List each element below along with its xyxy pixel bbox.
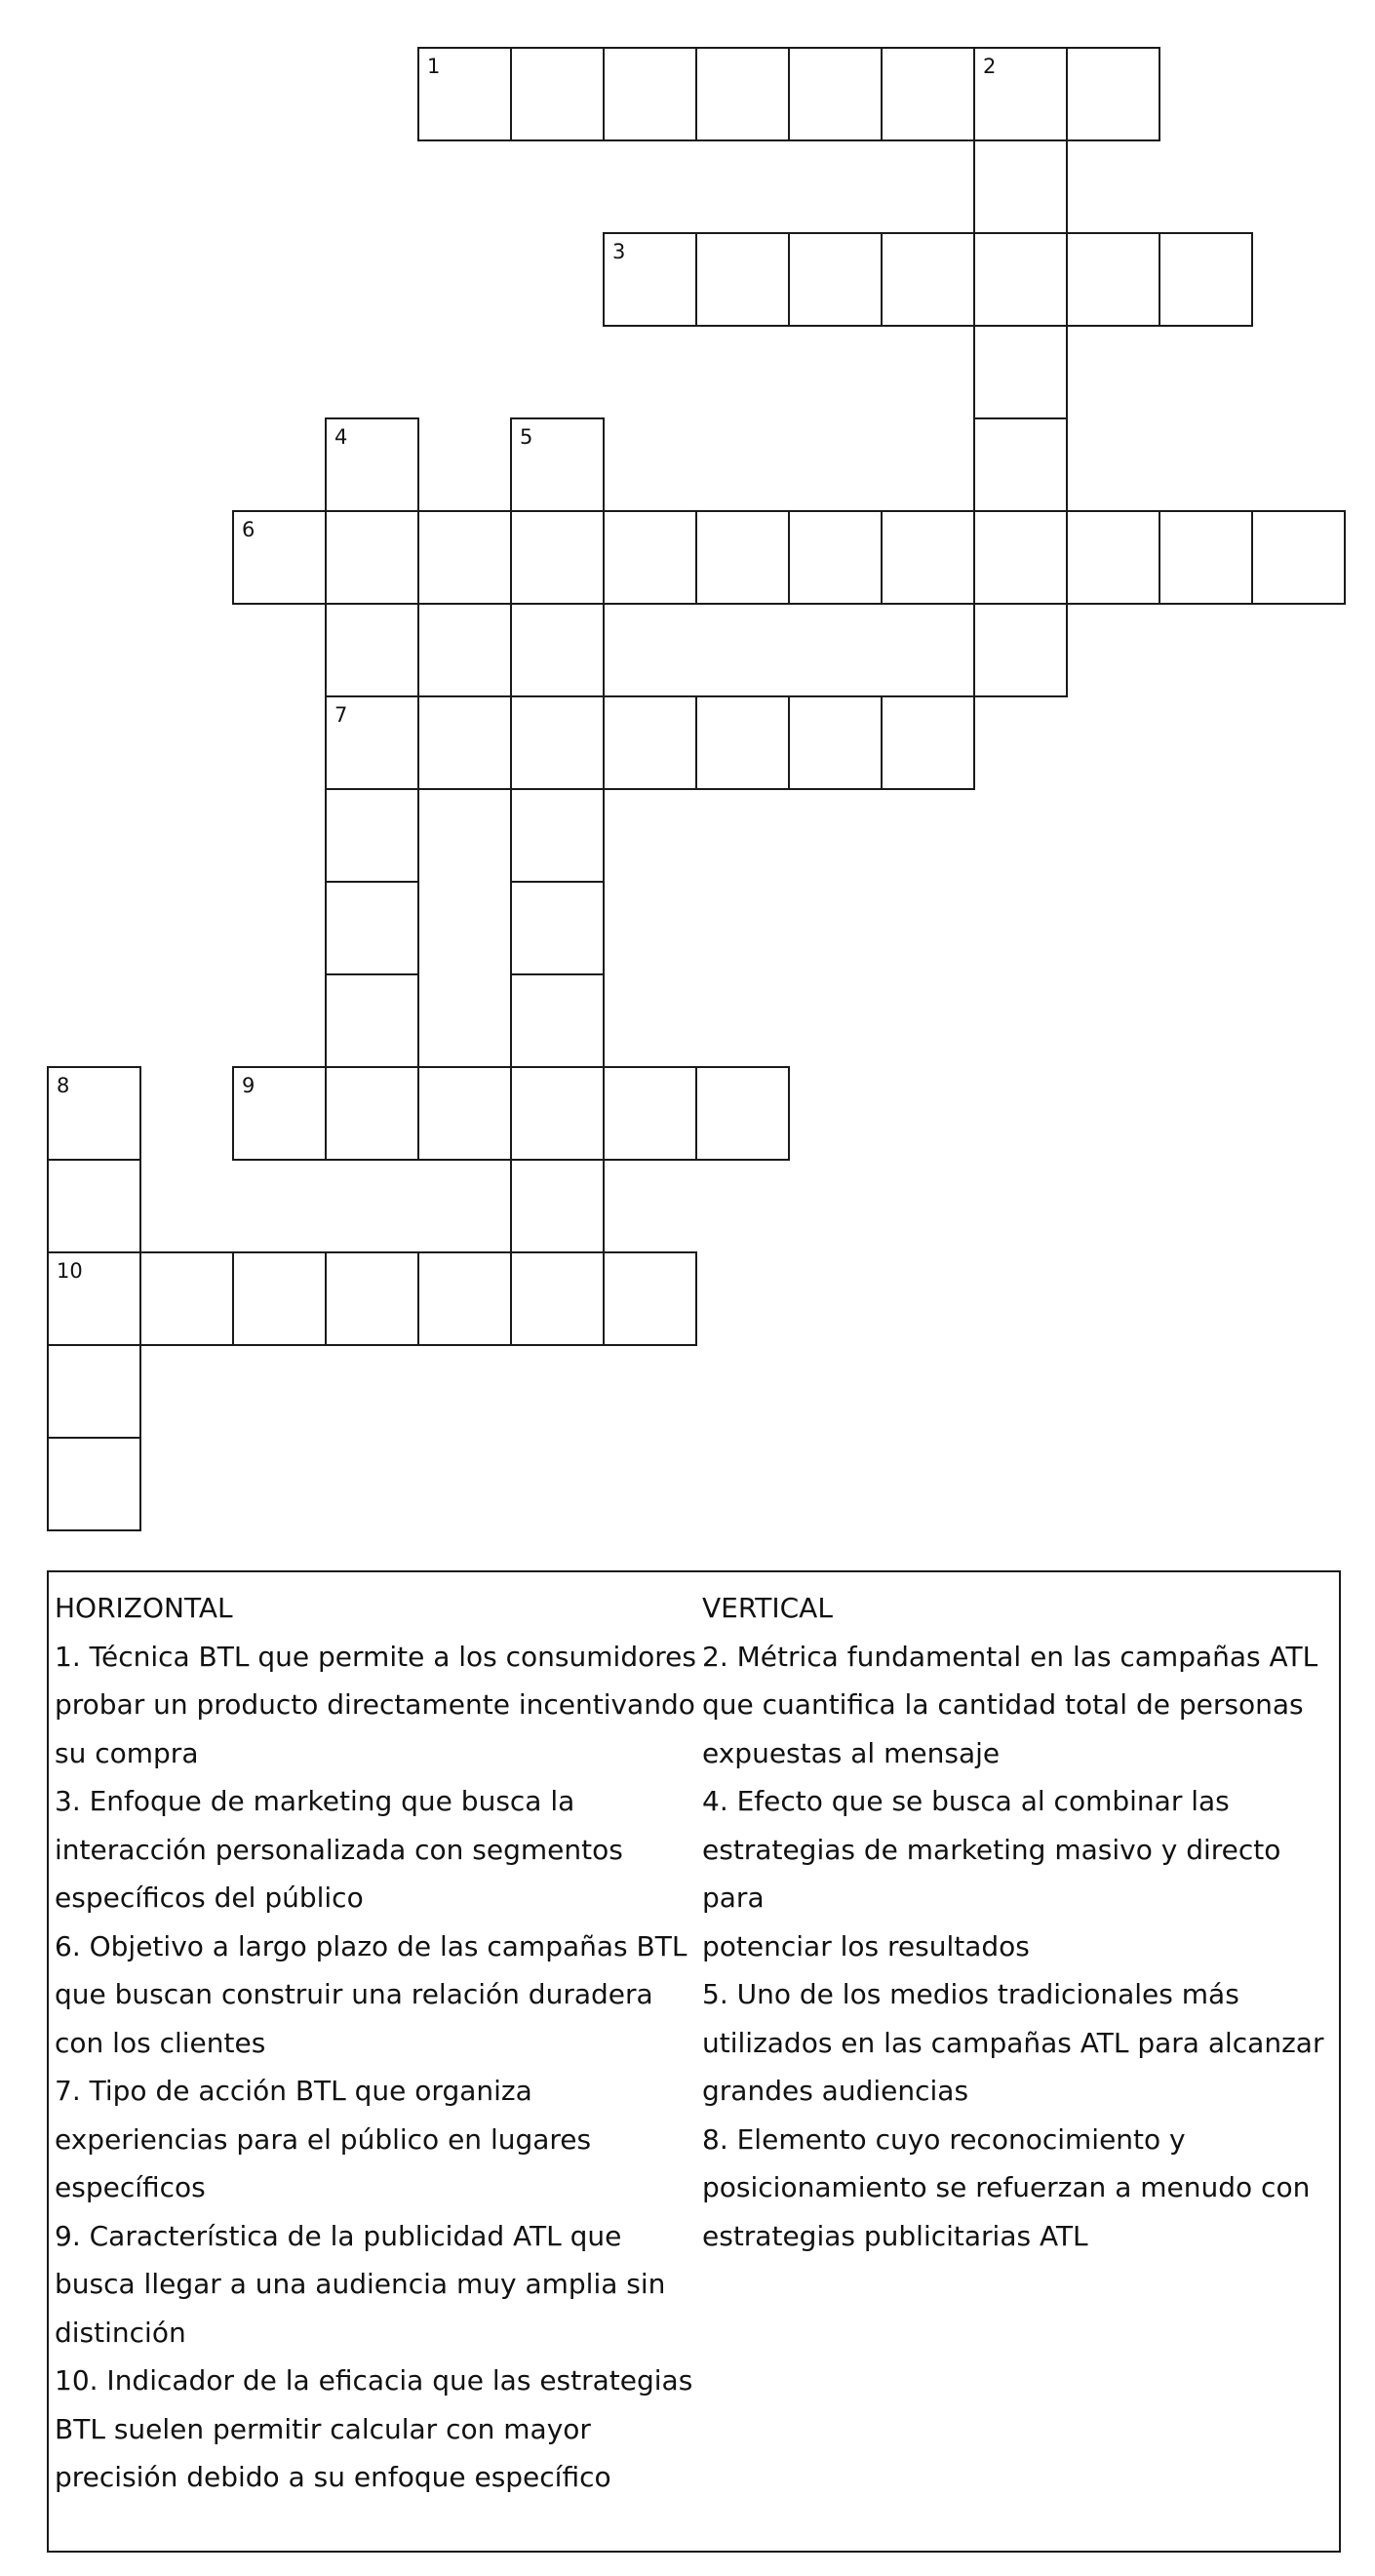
crossword-cell[interactable] — [510, 1066, 605, 1161]
clue-number: 5 — [520, 425, 533, 449]
vertical-clue-line: grandes audiencias — [702, 2075, 969, 2107]
horizontal-clue-line: 1. Técnica BTL que permite a los consumidores — [55, 1640, 696, 1673]
horizontal-clue-line: 3. Enfoque de marketing que busca la — [55, 1785, 575, 1817]
crossword-cell[interactable] — [788, 232, 883, 327]
crossword-cell[interactable] — [417, 47, 512, 141]
vertical-heading: VERTICAL — [702, 1592, 833, 1624]
crossword-cell[interactable] — [973, 603, 1068, 697]
crossword-cell[interactable] — [603, 1251, 697, 1346]
clue-number: 6 — [242, 518, 255, 541]
crossword-cell[interactable] — [232, 1251, 327, 1346]
horizontal-clues — [55, 1584, 698, 2502]
horizontal-clue-line: que buscan construir una relación duradera — [55, 1978, 653, 2010]
crossword-cell[interactable] — [973, 47, 1068, 141]
crossword-cell[interactable] — [47, 1066, 141, 1161]
clue-number: 7 — [334, 703, 348, 727]
crossword-cell[interactable] — [1066, 47, 1160, 141]
crossword-cell[interactable] — [695, 695, 790, 790]
horizontal-clue-line: interacción personalizada con segmentos — [55, 1833, 623, 1866]
crossword-cell[interactable] — [603, 1066, 697, 1161]
crossword-cell[interactable] — [510, 788, 605, 883]
crossword-cell[interactable] — [325, 417, 419, 512]
vertical-clue-line: utilizados en las campañas ATL para alcanzar — [702, 2026, 1324, 2059]
vertical-clue-line: 2. Métrica fundamental en las campañas ATL — [702, 1640, 1318, 1673]
clue-number: 1 — [427, 55, 441, 78]
crossword-cell[interactable] — [695, 510, 790, 605]
horizontal-clue-line: con los clientes — [55, 2026, 266, 2059]
crossword-cell[interactable] — [881, 232, 975, 327]
clue-number: 10 — [57, 1259, 83, 1283]
vertical-clues — [702, 1584, 1334, 2260]
vertical-clue-line: 4. Efecto que se busca al combinar las — [702, 1785, 1230, 1817]
crossword-cell[interactable] — [1251, 510, 1346, 605]
crossword-cell[interactable] — [510, 973, 605, 1068]
crossword-cell[interactable] — [325, 695, 419, 790]
crossword-cell[interactable] — [973, 139, 1068, 234]
crossword-cell[interactable] — [510, 417, 605, 512]
horizontal-clue-line: su compra — [55, 1736, 199, 1769]
clue-number: 8 — [57, 1074, 70, 1097]
crossword-cell[interactable] — [881, 510, 975, 605]
horizontal-clue-line: 7. Tipo de acción BTL que organiza — [55, 2075, 532, 2107]
vertical-clue-line: estrategias de marketing masivo y directo para — [702, 1833, 1281, 1914]
crossword-cell[interactable] — [325, 603, 419, 697]
crossword-cell[interactable] — [510, 881, 605, 975]
crossword-cell[interactable] — [232, 510, 327, 605]
vertical-clue-line: potenciar los resultados — [702, 1929, 1030, 1962]
crossword-cell[interactable] — [47, 1344, 141, 1439]
crossword-cell[interactable] — [325, 1066, 419, 1161]
horizontal-clue-line: específicos — [55, 2171, 206, 2203]
crossword-cell[interactable] — [881, 47, 975, 141]
crossword-cell[interactable] — [603, 510, 697, 605]
horizontal-clue-line: específicos del público — [55, 1882, 364, 1914]
horizontal-clue-line: 10. Indicador de la eficacia que las estrategias — [55, 2364, 693, 2397]
vertical-clue-line: que cuantifica la cantidad total de personas — [702, 1688, 1304, 1721]
crossword-cell[interactable] — [973, 417, 1068, 512]
crossword-cell[interactable] — [325, 973, 419, 1068]
crossword-cell[interactable] — [47, 1251, 141, 1346]
crossword-cell[interactable] — [695, 47, 790, 141]
crossword-cell[interactable] — [417, 1251, 512, 1346]
crossword-cell[interactable] — [603, 47, 697, 141]
crossword-cell[interactable] — [1066, 510, 1160, 605]
crossword-cell[interactable] — [603, 232, 697, 327]
clue-number: 3 — [612, 240, 626, 263]
crossword-cell[interactable] — [510, 603, 605, 697]
crossword-cell[interactable] — [325, 881, 419, 975]
crossword-cell[interactable] — [603, 695, 697, 790]
clue-number: 2 — [983, 55, 997, 78]
crossword-cell[interactable] — [788, 510, 883, 605]
vertical-clue-line: posicionamiento se refuerzan a menudo con — [702, 2171, 1311, 2203]
crossword-cell[interactable] — [417, 510, 512, 605]
horizontal-clue-line: experiencias para el público en lugares — [55, 2122, 592, 2156]
crossword-cell[interactable] — [325, 510, 419, 605]
crossword-cell[interactable] — [510, 1251, 605, 1346]
clue-number: 9 — [242, 1074, 255, 1097]
horizontal-clue-line: busca llegar a una audiencia muy amplia sin — [55, 2268, 666, 2300]
crossword-cell[interactable] — [510, 510, 605, 605]
vertical-clue-line: estrategias publicitarias ATL — [702, 2219, 1088, 2252]
crossword-cell[interactable] — [973, 325, 1068, 419]
crossword-cell[interactable] — [788, 695, 883, 790]
crossword-cell[interactable] — [973, 510, 1068, 605]
crossword-cell[interactable] — [1066, 232, 1160, 327]
vertical-clue-line: 5. Uno de los medios tradicionales más — [702, 1978, 1239, 2010]
crossword-cell[interactable] — [695, 1066, 790, 1161]
crossword-cell[interactable] — [47, 1437, 141, 1531]
horizontal-clue-line: distinción — [55, 2316, 186, 2349]
horizontal-clue-line: 9. Característica de la publicidad ATL que — [55, 2219, 622, 2252]
crossword-cell[interactable] — [417, 603, 512, 697]
crossword-cell[interactable] — [139, 1251, 234, 1346]
crossword-cell[interactable] — [47, 1159, 141, 1253]
horizontal-clue-line: precisión debido a su enfoque específico — [55, 2461, 611, 2493]
crossword-cell[interactable] — [417, 695, 512, 790]
vertical-clue-line: 8. Elemento cuyo reconocimiento y — [702, 2122, 1186, 2156]
crossword-cell[interactable] — [325, 1251, 419, 1346]
crossword-cell[interactable] — [510, 47, 605, 141]
clue-number: 4 — [334, 425, 348, 449]
crossword-cell[interactable] — [973, 232, 1068, 327]
horizontal-heading: HORIZONTAL — [55, 1592, 233, 1624]
crossword-cell[interactable] — [695, 232, 790, 327]
crossword-cell[interactable] — [881, 695, 975, 790]
crossword-cell[interactable] — [510, 1159, 605, 1253]
horizontal-clue-line: 6. Objetivo a largo plazo de las campañas BTL — [55, 1929, 688, 1962]
crossword-cell[interactable] — [325, 788, 419, 883]
crossword-cell[interactable] — [788, 47, 883, 141]
crossword-cell[interactable] — [1159, 232, 1253, 327]
crossword-cell[interactable] — [417, 1066, 512, 1161]
horizontal-clue-line: probar un producto directamente incentivando — [55, 1688, 695, 1721]
crossword-cell[interactable] — [232, 1066, 327, 1161]
horizontal-clue-line: BTL suelen permitir calcular con mayor — [55, 2412, 591, 2445]
clues-box — [47, 1570, 1341, 2553]
vertical-clue-line: expuestas al mensaje — [702, 1736, 1001, 1769]
crossword-cell[interactable] — [1159, 510, 1253, 605]
crossword-cell[interactable] — [510, 695, 605, 790]
